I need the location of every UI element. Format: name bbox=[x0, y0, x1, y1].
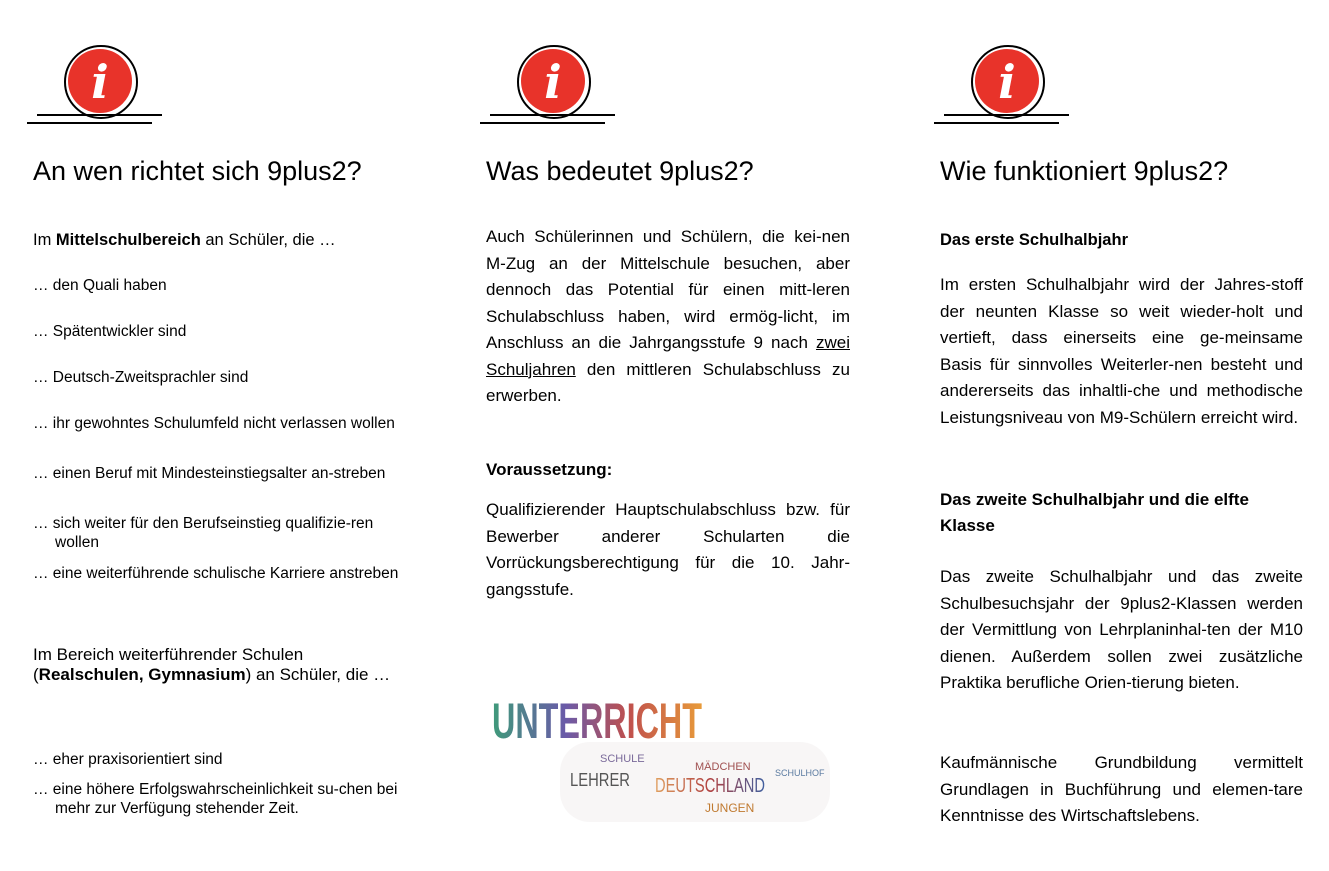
list-item: … sich weiter für den Berufseinstieg qualifizie-ren wollen bbox=[33, 515, 374, 551]
second-half-text: Das zweite Schulhalbjahr und das zweite Schulbesuchsjahr der 9plus2-Klassen werden der Vermittlung von Lehrplaninhal-ten der M10 dienen. Außerdem sollen zwei zusätzliche Praktika berufliche Orien-tierung bieten. bbox=[940, 567, 1303, 692]
list-item: … eine weiterführende schulische Karriere anstreben bbox=[33, 565, 399, 582]
svg-text:i: i bbox=[91, 55, 109, 109]
svg-text:UNTERRICHT: UNTERRICHT bbox=[492, 693, 702, 749]
list-item: … Spätentwickler sind bbox=[33, 323, 187, 340]
column-function bbox=[940, 0, 1303, 871]
requirement-title: Voraussetzung: bbox=[486, 460, 613, 479]
svg-text:i: i bbox=[544, 55, 562, 109]
heading-target-group: An wen richtet sich 9plus2? bbox=[33, 156, 362, 186]
list-item: … einen Beruf mit Mindesteinstiegsalter an-streben bbox=[33, 465, 386, 482]
svg-text:DEUTSCHLAND: DEUTSCHLAND bbox=[655, 775, 765, 797]
heading-function: Wie funktioniert 9plus2? bbox=[940, 156, 1229, 186]
svg-text:SCHULE: SCHULE bbox=[600, 753, 645, 765]
info-icon bbox=[934, 40, 1076, 135]
list-item: … den Quali haben bbox=[33, 277, 167, 294]
second-half-title: Das zweite Schulhalbjahr und die elfte Klasse bbox=[940, 490, 1249, 535]
column-meaning bbox=[486, 0, 851, 871]
word-cloud-image bbox=[490, 680, 845, 830]
list-item: … ihr gewohntes Schulumfeld nicht verlassen wollen bbox=[33, 415, 395, 432]
first-half-text: Im ersten Schulhalbjahr wird der Jahres-stoff der neunten Klasse so weit wieder-holt und vertieft, dass einerseits eine ge-meinsame Basis für sinnvolles Weiterler-nen besteht und andererseits das inhaltli-che und methodische Leistungsniveau von M9-Schülern erreicht wird. bbox=[940, 275, 1303, 427]
commercial-training-text: Kaufmännische Grundbildung vermittelt Grundlagen in Buchführung und elemen-tare Kenntnisse des Wirtschaftslebens. bbox=[940, 753, 1303, 825]
heading-meaning: Was bedeutet 9plus2? bbox=[486, 156, 754, 186]
list-item: … eine höhere Erfolgswahrscheinlichkeit su-chen bei mehr zur Verfügung stehender Zeit. bbox=[33, 781, 398, 817]
svg-text:JUNGEN: JUNGEN bbox=[705, 801, 755, 815]
svg-text:i: i bbox=[998, 55, 1016, 109]
svg-text:SCHULHOF: SCHULHOF bbox=[775, 768, 825, 778]
info-icon bbox=[480, 40, 622, 135]
list-item: … eher praxisorientiert sind bbox=[33, 751, 223, 768]
first-half-title: Das erste Schulhalbjahr bbox=[940, 231, 1128, 249]
secondary-schools-text: Im Bereich weiterführender Schulen (Realschulen, Gymnasium) an Schüler, die … bbox=[33, 645, 391, 684]
svg-text:LEHRER: LEHRER bbox=[570, 770, 630, 790]
svg-text:MÄDCHEN: MÄDCHEN bbox=[695, 761, 751, 773]
column-target-group bbox=[33, 0, 398, 871]
requirement-text: Qualifizierender Hauptschulabschluss bzw. für Bewerber anderer Schularten die Vorrückungsberechtigung für die 10. Jahr-gangsstufe. bbox=[486, 500, 850, 599]
meaning-text: Auch Schülerinnen und Schülern, die kei-nen M-Zug an der Mittelschule besuchen, aber dennoch das Potential für einen mitt-leren Schulabschluss haben, wird ermög-licht, im Anschluss an die Jahrgangsstufe 9 nach zwei Schuljahren den mittleren Schulabschluss zu erwerben. bbox=[486, 227, 850, 405]
list-item: … Deutsch-Zweitsprachler sind bbox=[33, 369, 249, 386]
intro-text: Im Mittelschulbereich an Schüler, die … bbox=[33, 231, 336, 249]
info-icon bbox=[27, 40, 169, 135]
